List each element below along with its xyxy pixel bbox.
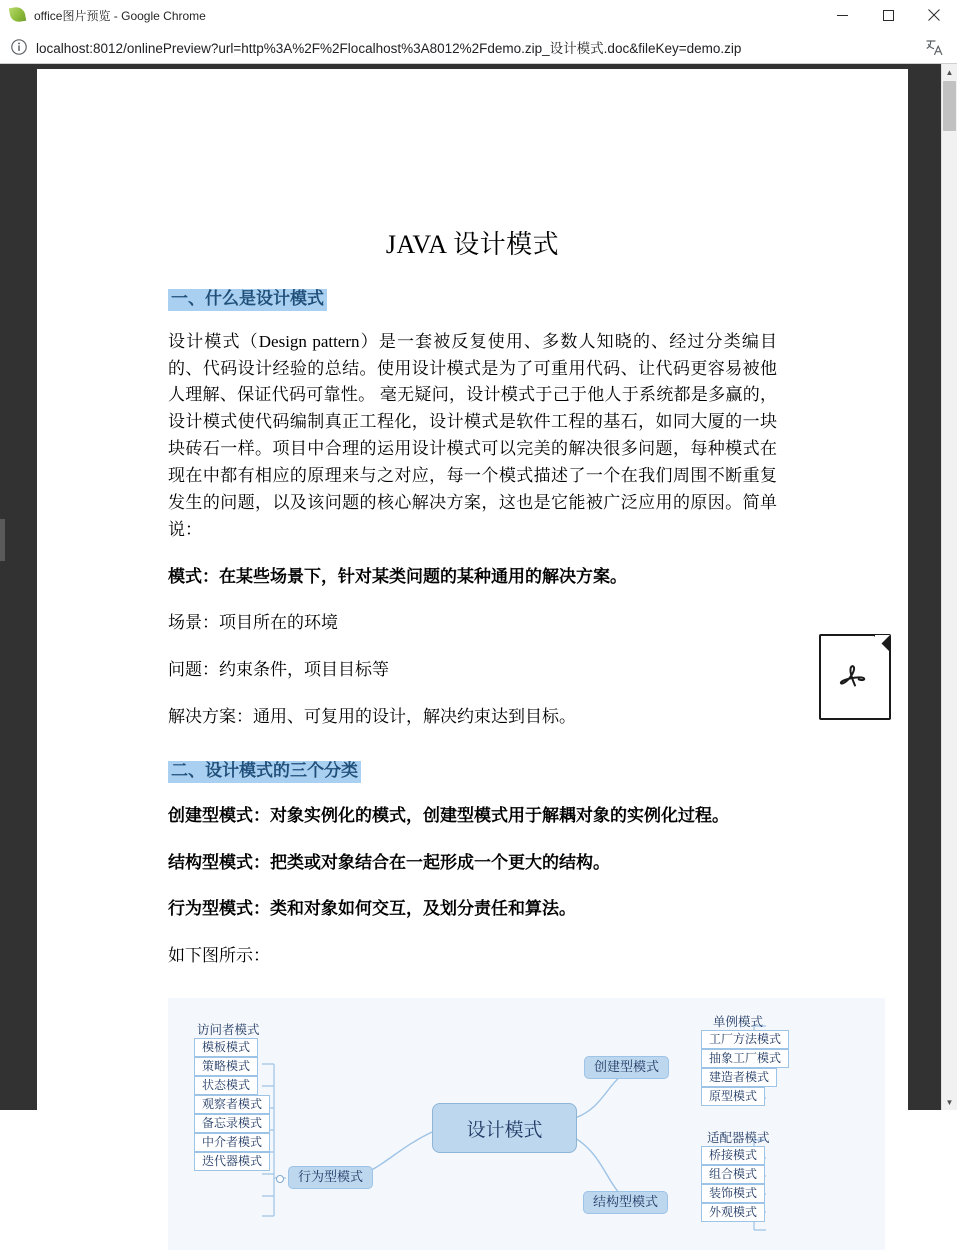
section-heading-1 (168, 289, 908, 311)
mindmap-leaf-composite: 组合模式 (701, 1165, 765, 1184)
mindmap-node-structural: 结构型模式 (583, 1191, 668, 1214)
mindmap-leaf-visitor: 访问者模式 (197, 1023, 260, 1038)
scroll-down-arrow[interactable]: ▼ (945, 1097, 954, 1107)
scroll-up-arrow[interactable]: ▲ (945, 67, 954, 77)
url-text[interactable]: localhost:8012/onlinePreview?url=http%3A%2F%2Flocalhost%3A8012%2Fdemo.zip_设计模式.doc&fileKey=demo.zip (36, 41, 742, 56)
mindmap-leaf-strategy: 策略模式 (194, 1057, 258, 1076)
document-page (37, 69, 908, 1250)
page-title: JAVA 设计模式 (385, 230, 560, 259)
paragraph-problem: 问题：约束条件，项目目标等 (168, 660, 389, 680)
mindmap-leaf-memento: 备忘录模式 (194, 1114, 270, 1133)
paragraph-scene: 场景：项目所在的环境 (168, 613, 338, 633)
left-gutter-mark (0, 519, 5, 561)
page-viewport (0, 64, 957, 1220)
mindmap-node-creational: 创建型模式 (584, 1056, 669, 1079)
mindmap-leaf-iterator: 迭代器模式 (194, 1152, 270, 1171)
leaf-favicon (10, 7, 26, 23)
scrollbar-thumb[interactable] (943, 81, 956, 131)
paragraph-solution: 解决方案：通用、可复用的设计，解决约束达到目标。 (168, 707, 576, 727)
site-information-icon[interactable] (10, 38, 28, 56)
translate-icon[interactable] (925, 37, 945, 57)
mindmap-leaf-state: 状态模式 (194, 1076, 258, 1095)
mindmap-leaf-prototype: 原型模式 (701, 1087, 765, 1106)
mindmap-figure (168, 998, 885, 1250)
mindmap-leaf-abstract-factory: 抽象工厂模式 (701, 1049, 789, 1068)
paragraph-creational: 创建型模式：对象实例化的模式，创建型模式用于解耦对象的实例化过程。 (168, 805, 729, 825)
mindmap-leaf-factory-method: 工厂方法模式 (701, 1030, 789, 1049)
mindmap-leaf-observer: 观察者模式 (194, 1095, 270, 1114)
paragraph-what-is: 设计模式（Design pattern）是一套被反复使用、多数人知晓的、经过分类编目的、代码设计经验的总结。使用设计模式是为了可重用代码、让代码更容易被他人理解、保证代码可靠性。 毫无疑问，设计模式于己于他人于系统都是多赢的，设计模式使代码编制真正工程化，设计模式是软件工程的基石，如同大厦的一块块砖石一样。项目中合理的运用设计模式可以完美的解决很多问题，每种模式在现在中都有相应的原理来与之对应，每一个模式描述了一个在我们周围不断重复发生的问题，以及该问题的核心解决方案，这也是它能被广泛应用的原因。简单说： (168, 331, 777, 539)
maximize-icon[interactable] (865, 0, 911, 30)
pdf-file-icon[interactable] (819, 634, 891, 720)
paragraph-pattern: 模式：在某些场景下，针对某类问题的某种通用的解决方案。 (168, 566, 627, 586)
mindmap-leaf-bridge: 桥接模式 (701, 1146, 765, 1165)
minimize-icon[interactable] (819, 0, 865, 30)
paragraph-figure-intro: 如下图所示： (168, 946, 270, 966)
window-title: office图片预览 - Google Chrome (34, 8, 206, 23)
mindmap-center-node: 设计模式 (432, 1103, 577, 1153)
mindmap-leaf-facade: 外观模式 (701, 1203, 765, 1222)
paragraph-structural: 结构型模式：把类或对象结合在一起形成一个更大的结构。 (168, 852, 610, 872)
mindmap-node-behavioral: 行为型模式 (288, 1166, 373, 1189)
mindmap-leaf-adapter: 适配器模式 (707, 1131, 770, 1146)
pdf-glyph (821, 652, 889, 703)
mindmap-leaf-singleton: 单例模式 (713, 1015, 764, 1030)
address-bar[interactable] (0, 31, 957, 64)
window-controls (819, 0, 957, 30)
section-heading-2-text: 二、设计模式的三个分类 (168, 761, 361, 783)
title-bar (0, 0, 957, 31)
mindmap-leaf-builder: 建造者模式 (701, 1068, 777, 1087)
paragraph-behavioral: 行为型模式：类和对象如何交互，及划分责任和算法。 (168, 899, 576, 919)
section-heading-2 (168, 761, 908, 783)
vertical-scrollbar[interactable] (941, 64, 957, 1110)
mindmap-leaf-template: 模板模式 (194, 1038, 258, 1057)
section-heading-1-text: 一、什么是设计模式 (168, 289, 327, 311)
mindmap-leaf-mediator: 中介者模式 (194, 1133, 270, 1152)
mindmap-leaf-decorator: 装饰模式 (701, 1184, 765, 1203)
close-icon[interactable] (911, 0, 957, 30)
